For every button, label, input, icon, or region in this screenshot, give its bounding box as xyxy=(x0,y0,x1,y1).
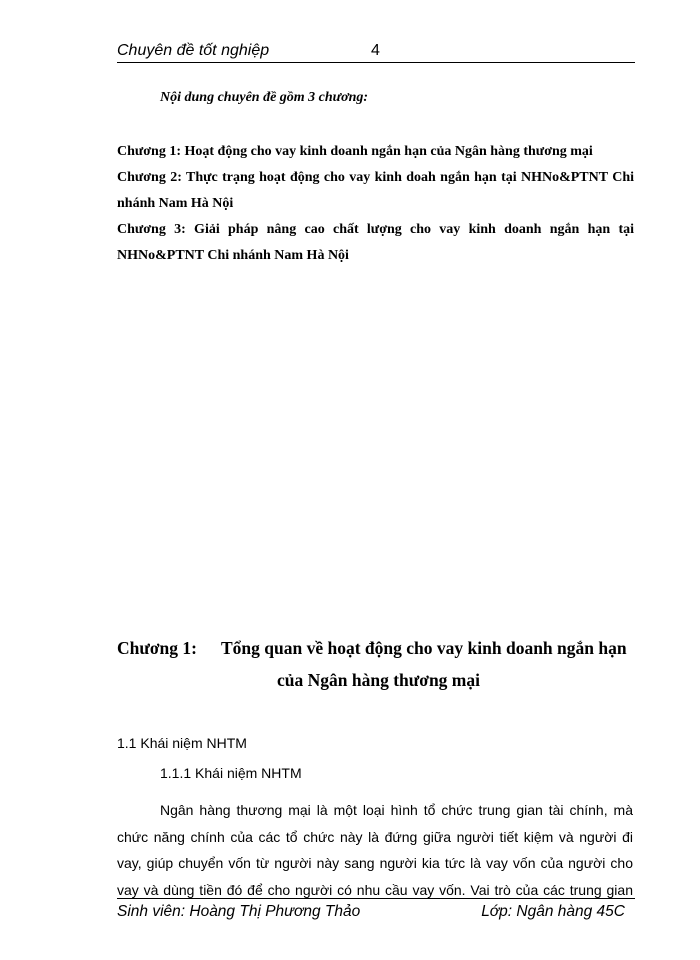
body-paragraph: Ngân hàng thương mại là một loại hình tổ chức trung gian tài chính, mà chức năng chính của các tổ chức này là đứng giữa người tiết kiệm và người đi vay, giúp chuyển vốn từ người này sang người kia tức là vay vốn của người cho vay và dùng tiền đó để cho người có nhu cầu vay vốn. Vai trò của các trung gian xyxy=(117,802,633,898)
section-label: Chương 1: xyxy=(117,638,197,658)
section-title-line2: của Ngân hàng thương mại xyxy=(276,670,480,690)
chapter-list xyxy=(117,139,634,269)
chapter-item: Chương 2: Thực trạng hoạt động cho vay kinh doah ngắn hạn tại NHNo&PTNT Chi nhánh Nam Hà Nội xyxy=(117,170,634,211)
chapter-item: Chương 1: Hoạt động cho vay kinh doanh ngắn hạn của Ngân hàng thương mại xyxy=(117,144,593,159)
section-heading xyxy=(117,632,634,696)
page-header xyxy=(117,42,635,63)
section-title-line1: Tổng quan về hoạt động cho vay kinh doanh ngắn hạn xyxy=(221,638,627,658)
student-name: Sinh viên: Hoàng Thị Phương Thảo xyxy=(117,903,361,920)
page-footer xyxy=(117,898,635,923)
class-name: Lớp: Ngân hàng 45C xyxy=(481,903,625,920)
intro-heading: Nội dung chuyên đề gồm 3 chương: xyxy=(160,90,369,105)
subsubsection-heading: 1.1.1 Khái niệm NHTM xyxy=(160,765,302,781)
page-number: 4 xyxy=(371,42,380,59)
chapter-item: Chương 3: Giải pháp nâng cao chất lượng cho vay kinh doanh ngắn hạn tại NHNo&PTNT Chi nhánh Nam Hà Nội xyxy=(117,222,634,263)
document-title: Chuyên đề tốt nghiệp xyxy=(117,42,270,59)
subsection-heading: 1.1 Khái niệm NHTM xyxy=(117,735,247,751)
